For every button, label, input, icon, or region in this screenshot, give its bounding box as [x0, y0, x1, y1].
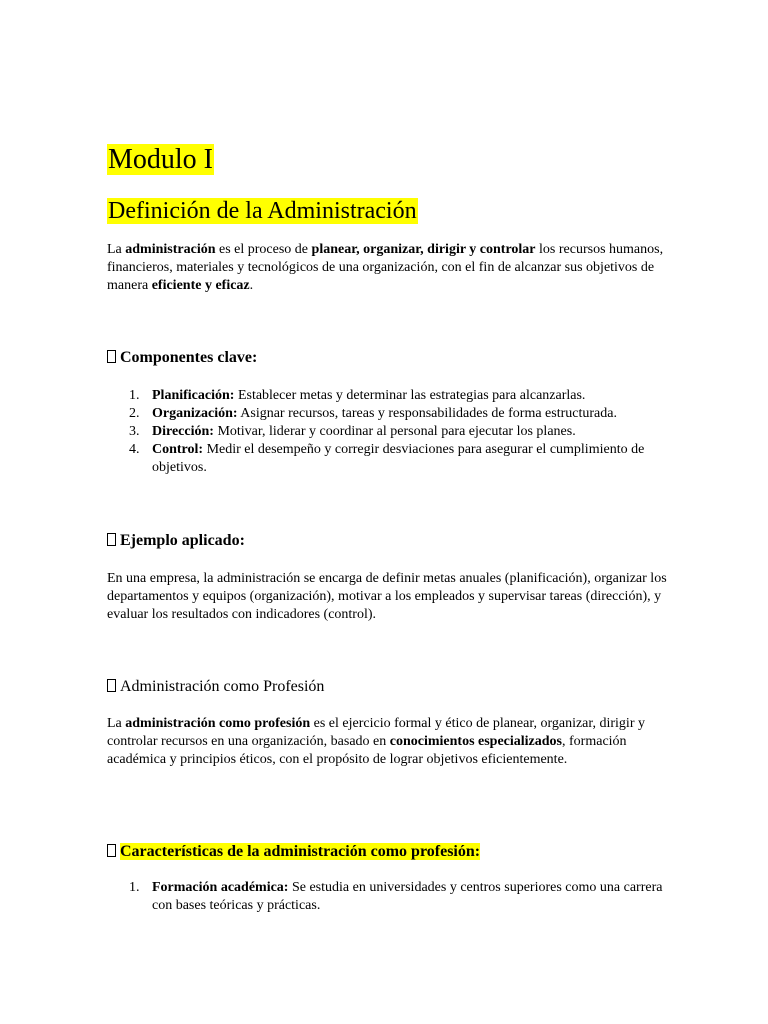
document-subtitle — [107, 195, 418, 227]
list-item-description: Se estudia en universidades y centros superiores como una carrera con bases teóricas y prácticas. — [152, 880, 663, 913]
components-list — [107, 387, 667, 477]
characteristics-heading-text: Características de la administración como profesión: — [120, 843, 481, 860]
list-item-term: Formación académica: — [152, 880, 289, 895]
list-item-number: 3. — [129, 424, 140, 439]
document-title — [107, 142, 214, 178]
list-item-description: Medir el desempeño y corregir desviaciones para asegurar el cumplimiento de objetivos. — [152, 442, 645, 475]
profession-heading — [107, 677, 667, 697]
profession-text-3: , formación académica y principios éticos, con el propósito de lograr objetivos eficientemente. — [107, 734, 627, 767]
profession-bold-2: conocimientos especializados — [389, 734, 563, 749]
components-heading — [107, 348, 667, 368]
missing-glyph-icon — [107, 679, 116, 692]
list-item-term: Control: — [152, 442, 204, 457]
intro-bold-3: eficiente y eficaz — [151, 278, 250, 293]
list-item — [107, 879, 667, 915]
list-item-description: Motivar, liderar y coordinar al personal para ejecutar los planes. — [213, 424, 576, 439]
list-item-term: Dirección: — [152, 424, 214, 439]
intro-bold-2: planear, organizar, dirigir y controlar — [311, 242, 536, 257]
list-item-description: Establecer metas y determinar las estrategias para alcanzarlas. — [234, 388, 586, 403]
missing-glyph-icon — [107, 533, 116, 546]
list-item — [107, 387, 667, 405]
missing-glyph-icon — [107, 844, 116, 857]
intro-text-1: La — [107, 242, 126, 257]
intro-bold-1: administración — [125, 242, 216, 257]
characteristics-list — [107, 879, 667, 915]
intro-text-2: es el proceso de — [215, 242, 312, 257]
list-item-number: 4. — [129, 442, 140, 457]
list-item — [107, 423, 667, 441]
profession-paragraph — [107, 715, 667, 769]
list-item-number: 1. — [129, 388, 140, 403]
list-item — [107, 405, 667, 423]
subtitle-highlight: Definición de la Administración — [108, 198, 417, 224]
components-heading-text: Componentes clave: — [120, 349, 258, 366]
intro-text-4: . — [249, 278, 254, 293]
intro-paragraph — [107, 241, 667, 295]
characteristics-heading — [107, 842, 667, 862]
title-highlight: Modulo I — [108, 144, 213, 175]
example-heading — [107, 531, 667, 551]
intro-text-3: los recursos humanos, financieros, materiales y tecnológicos de una organización, con el fin de alcanzar sus objetivos de manera — [107, 242, 664, 293]
list-item-description: Asignar recursos, tareas y responsabilidades de forma estructurada. — [237, 406, 617, 421]
list-item — [107, 441, 667, 477]
profession-text-2: es el ejercicio formal y ético de planear, organizar, dirigir y controlar recursos en una organización, basado en — [107, 716, 645, 749]
list-item-number: 2. — [129, 406, 140, 421]
missing-glyph-icon — [107, 350, 116, 363]
profession-heading-text: Administración como Profesión — [120, 678, 325, 695]
example-paragraph: En una empresa, la administración se encarga de definir metas anuales (planificación), organizar los departamentos y equipos (organización), motivar a los empleados y supervisar tareas (dirección), y evaluar los resultados con indicadores (control). — [107, 571, 667, 622]
list-item-term: Planificación: — [152, 388, 235, 403]
profession-text-1: La — [107, 716, 126, 731]
profession-bold-1: administración como profesión — [125, 716, 311, 731]
example-heading-text: Ejemplo aplicado: — [120, 532, 245, 549]
list-item-term: Organización: — [152, 406, 238, 421]
list-item-number: 1. — [129, 880, 140, 895]
